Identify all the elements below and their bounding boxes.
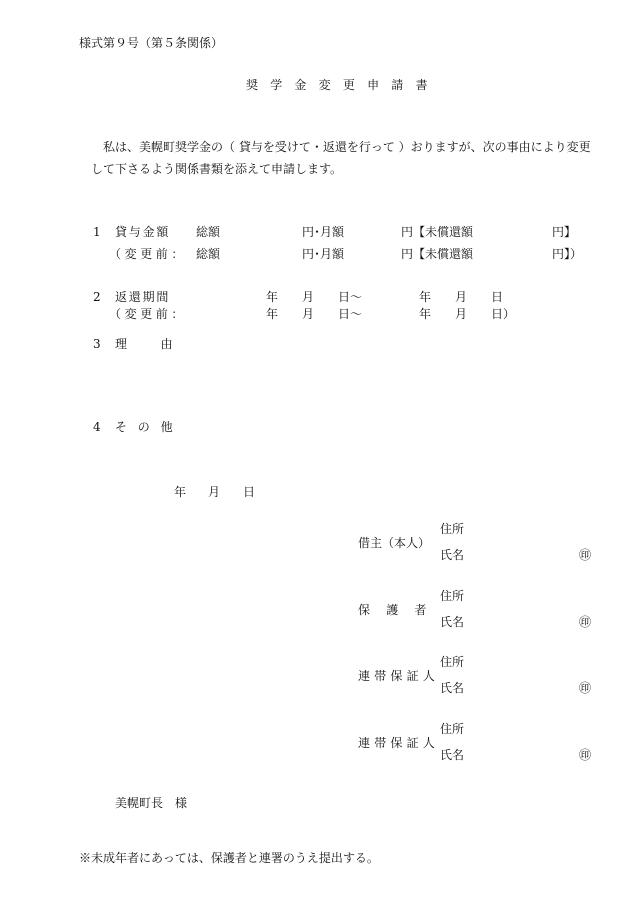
addressee: 美幌町長 様 <box>115 796 188 810</box>
address-label: 住所 <box>440 522 465 536</box>
form-number: 様式第９号（第５条関係） <box>79 36 224 50</box>
address-label: 住所 <box>440 589 465 603</box>
intro-line-2: して下さるよう関係書類を添えて申請します。 <box>91 162 343 176</box>
item-label: その他 <box>115 420 184 434</box>
before-to-day-label: 日） <box>491 307 516 321</box>
from-year-label: 年 <box>266 290 279 304</box>
seal-mark-icon: ㊞ <box>579 548 592 562</box>
date-year-label: 年 <box>174 485 187 499</box>
before-from-year-label: 年 <box>266 307 279 321</box>
name-label: 氏名 <box>440 748 465 762</box>
to-month-label: 月 <box>455 290 468 304</box>
signer-role: 借主（本人） <box>358 536 431 550</box>
date-day-label: 日 <box>243 485 256 499</box>
item-number: 2 <box>93 290 101 304</box>
signer-role: 連帯保証人 <box>358 669 440 683</box>
date-month-label: 月 <box>208 485 221 499</box>
signer-role: 保護者 <box>358 603 443 617</box>
item-number: 3 <box>93 337 101 351</box>
page-title: 奨 学 金 変 更 申 請 書 <box>246 78 432 92</box>
name-label: 氏名 <box>440 681 465 695</box>
before-yen-monthly-label: 円･月額 <box>302 247 345 261</box>
before-from-month-label: 月 <box>302 307 315 321</box>
item-number: 4 <box>93 420 101 434</box>
name-label: 氏名 <box>440 615 465 629</box>
before-yen-unpaid-label: 円【未償還額 <box>401 247 474 261</box>
to-day-label: 日 <box>491 290 504 304</box>
before-change-label: （変更前： <box>109 247 188 261</box>
yen-close-label: 円】 <box>552 225 577 239</box>
before-total-label: 総額 <box>196 247 221 261</box>
seal-mark-icon: ㊞ <box>579 615 592 629</box>
yen-monthly-label: 円･月額 <box>302 225 345 239</box>
name-label: 氏名 <box>440 548 465 562</box>
address-label: 住所 <box>440 722 465 736</box>
item-label: 返還期間 <box>115 290 171 304</box>
before-from-day-label: 日〜 <box>338 307 363 321</box>
to-year-label: 年 <box>419 290 432 304</box>
before-change-label: （変更前： <box>109 307 188 321</box>
signer-role: 連帯保証人 <box>358 736 440 750</box>
item-number: 1 <box>93 225 101 239</box>
footnote: ※未成年者にあっては、保護者と連署のうえ提出する。 <box>79 851 379 865</box>
before-yen-close-label: 円】） <box>552 247 583 261</box>
seal-mark-icon: ㊞ <box>579 681 592 695</box>
item-label: 理由 <box>115 337 207 351</box>
yen-unpaid-label: 円【未償還額 <box>401 225 474 239</box>
total-label: 総額 <box>196 225 221 239</box>
before-to-year-label: 年 <box>419 307 432 321</box>
from-month-label: 月 <box>302 290 315 304</box>
seal-mark-icon: ㊞ <box>579 748 592 762</box>
address-label: 住所 <box>440 655 465 669</box>
intro-line-1: 私は、美幌町奨学金の（ 貸与を受けて・返還を行って ）おりますが、次の事由により変更 <box>103 140 591 154</box>
before-to-month-label: 月 <box>455 307 468 321</box>
from-day-label: 日〜 <box>338 290 363 304</box>
item-label: 貸与金額 <box>115 225 171 239</box>
